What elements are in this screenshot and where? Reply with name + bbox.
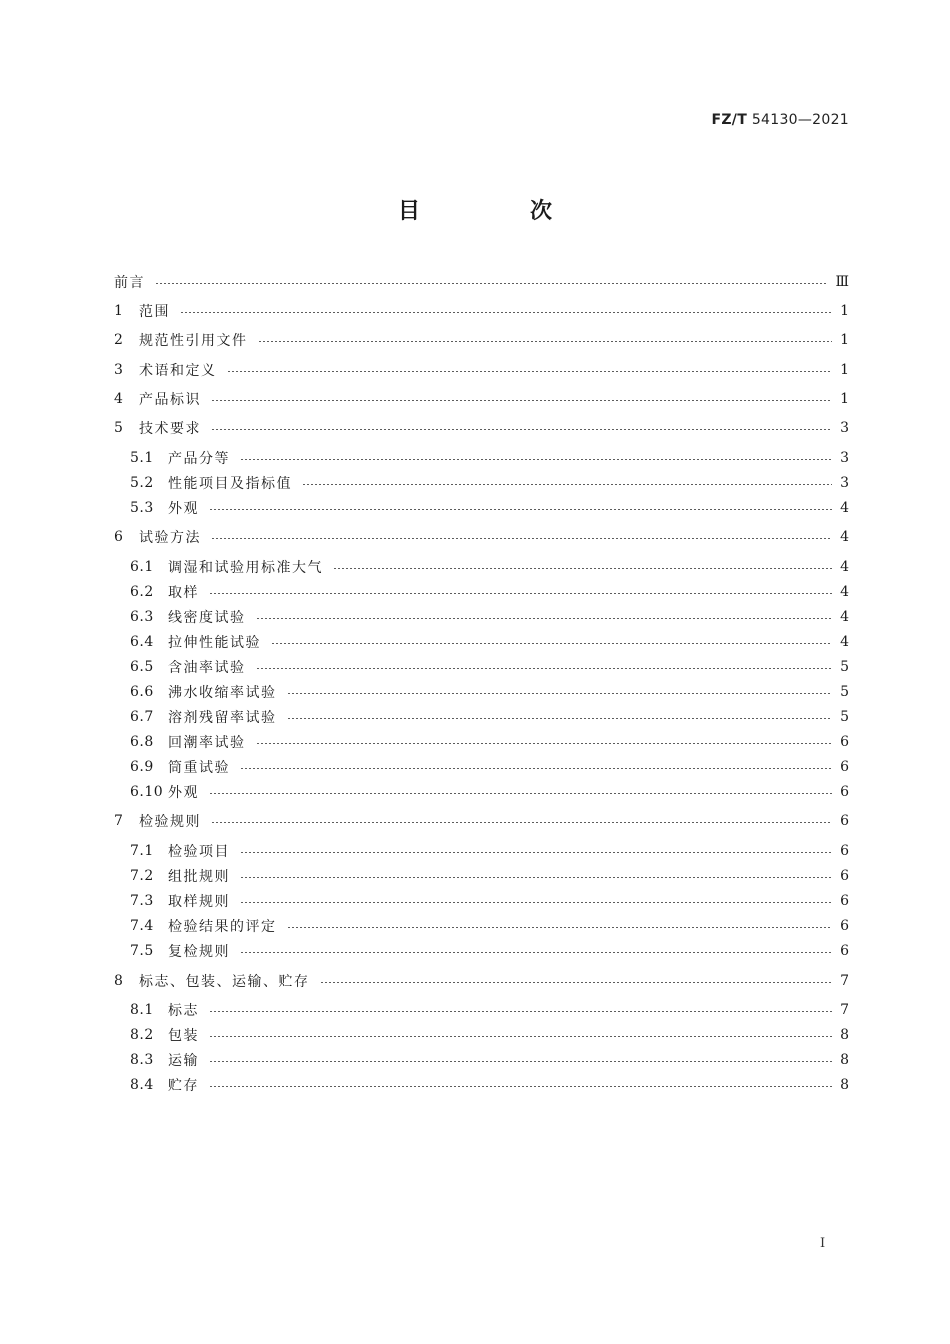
toc-entry-page: 1 — [840, 303, 849, 319]
toc-entry[interactable] — [114, 328, 849, 352]
toc-entry[interactable] — [114, 387, 849, 411]
toc-entry[interactable] — [114, 730, 849, 754]
toc-entry-number: 7.4 — [130, 918, 154, 934]
toc-entry-label: 组批规则 — [168, 869, 230, 885]
toc-entry-label: 溶剂残留率试验 — [168, 710, 277, 726]
dot-leader — [240, 877, 832, 878]
toc-entry[interactable] — [114, 889, 849, 913]
toc-entry-page: 3 — [840, 450, 849, 466]
toc-entry-label: 拉伸性能试验 — [168, 635, 261, 651]
toc-entry-number: 6.10 — [130, 784, 164, 800]
toc-entry-page: 3 — [840, 420, 849, 436]
standard-number: 54130—2021 — [751, 112, 849, 128]
dot-leader — [209, 1036, 832, 1037]
dot-leader — [320, 982, 833, 983]
toc-entry-page: 4 — [840, 500, 849, 516]
dot-leader — [240, 902, 832, 903]
toc-entry-number: 6.1 — [130, 559, 154, 575]
standard-code — [711, 112, 849, 128]
toc-entry[interactable] — [114, 914, 849, 938]
toc-entry-number: 2 — [114, 332, 124, 348]
dot-leader — [211, 822, 832, 823]
dot-leader — [287, 718, 833, 719]
toc-entry-number: 5.2 — [130, 475, 154, 491]
toc-entry-label: 标志 — [168, 1003, 199, 1019]
dot-leader — [240, 852, 832, 853]
dot-leader — [271, 643, 832, 644]
dot-leader — [211, 538, 832, 539]
toc-entry-number: 7.3 — [130, 893, 154, 909]
toc-entry-label: 外观 — [168, 501, 199, 517]
toc-entry[interactable] — [114, 755, 849, 779]
dot-leader — [227, 371, 833, 372]
toc-entry-label: 沸水收缩率试验 — [168, 685, 277, 701]
dot-leader — [209, 1011, 832, 1012]
toc-entry[interactable] — [114, 446, 849, 470]
dot-leader — [256, 668, 833, 669]
toc-entry[interactable] — [114, 680, 849, 704]
toc-entry-page: 6 — [840, 868, 849, 884]
toc-entry[interactable] — [114, 839, 849, 863]
toc-title: 目 次 — [397, 199, 596, 224]
toc-entry-number: 6.8 — [130, 734, 154, 750]
toc-entry-label: 外观 — [168, 785, 199, 801]
toc-entry-page: 6 — [840, 843, 849, 859]
toc-entry-label: 线密度试验 — [168, 610, 246, 626]
toc-entry-number: 8.4 — [130, 1077, 154, 1093]
toc-entry[interactable] — [114, 809, 849, 833]
toc-entry-number: 8.2 — [130, 1027, 154, 1043]
toc-entry-page: 8 — [840, 1077, 849, 1093]
toc-entry-number: 7 — [114, 813, 124, 829]
toc-entry-label: 范围 — [139, 304, 170, 320]
toc-entry-page: 6 — [840, 943, 849, 959]
toc-entry-label: 复检规则 — [168, 944, 230, 960]
toc-entry-number: 3 — [114, 362, 124, 378]
toc-entry-number: 6.4 — [130, 634, 154, 650]
toc-entry-label: 标志、包装、运输、贮存 — [139, 974, 310, 990]
dot-leader — [258, 341, 833, 342]
toc-entry[interactable] — [114, 270, 849, 294]
toc-entry-label: 规范性引用文件 — [139, 333, 248, 349]
toc-entry-number: 8 — [114, 973, 124, 989]
toc-entry-number: 5 — [114, 420, 124, 436]
toc-entry-page: 8 — [840, 1027, 849, 1043]
toc-entry[interactable] — [114, 471, 849, 495]
toc-entry-label: 取样规则 — [168, 894, 230, 910]
dot-leader — [155, 283, 827, 284]
toc-entry-page: 1 — [840, 332, 849, 348]
toc-entry-label: 前言 — [114, 275, 145, 291]
dot-leader — [256, 618, 833, 619]
toc-entry[interactable] — [114, 1073, 849, 1097]
toc-entry-number: 6.5 — [130, 659, 154, 675]
toc-entry-number: 6.3 — [130, 609, 154, 625]
dot-leader — [287, 927, 833, 928]
toc-entry-page: 4 — [840, 529, 849, 545]
toc-entry-label: 术语和定义 — [139, 363, 217, 379]
toc-entry-label: 性能项目及指标值 — [168, 476, 292, 492]
dot-leader — [211, 429, 832, 430]
toc-entry-page: 6 — [840, 918, 849, 934]
toc-entry-label: 贮存 — [168, 1078, 199, 1094]
dot-leader — [180, 312, 832, 313]
toc-entry-page: 6 — [840, 734, 849, 750]
dot-leader — [240, 952, 832, 953]
toc-entry[interactable] — [114, 998, 849, 1022]
toc-entry[interactable] — [114, 969, 849, 993]
toc-entry[interactable] — [114, 939, 849, 963]
toc-entry-page: 5 — [840, 709, 849, 725]
toc-entry-page: 6 — [840, 813, 849, 829]
toc-entry-label: 检验项目 — [168, 844, 230, 860]
toc-entry[interactable] — [114, 780, 849, 804]
toc-entry-label: 检验结果的评定 — [168, 919, 277, 935]
dot-leader — [209, 593, 832, 594]
toc-entry-number: 4 — [114, 391, 124, 407]
toc-entry-number: 5.3 — [130, 500, 154, 516]
toc-entry[interactable] — [114, 705, 849, 729]
toc-entry-label: 取样 — [168, 585, 199, 601]
toc-entry-page: 6 — [840, 759, 849, 775]
toc-entry[interactable] — [114, 496, 849, 520]
toc-entry-label: 包装 — [168, 1028, 199, 1044]
toc-entry[interactable] — [114, 555, 849, 579]
toc-entry-number: 6 — [114, 529, 124, 545]
toc-entry-page: 8 — [840, 1052, 849, 1068]
toc-entry[interactable] — [114, 605, 849, 629]
dot-leader — [240, 768, 832, 769]
toc-entry[interactable] — [114, 864, 849, 888]
toc-entry-number: 6.9 — [130, 759, 154, 775]
toc-entry-label: 筒重试验 — [168, 760, 230, 776]
toc-entry[interactable] — [114, 630, 849, 654]
toc-entry-page: 1 — [840, 362, 849, 378]
toc-entry-label: 产品标识 — [139, 392, 201, 408]
toc-entry-page: 5 — [840, 684, 849, 700]
toc-entry[interactable] — [114, 1048, 849, 1072]
toc-entry-label: 调湿和试验用标准大气 — [168, 560, 323, 576]
toc-entry-page: 3 — [840, 475, 849, 491]
toc-entry-number: 7.5 — [130, 943, 154, 959]
dot-leader — [209, 509, 832, 510]
toc-entry-label: 运输 — [168, 1053, 199, 1069]
toc-entry-number: 8.1 — [130, 1002, 154, 1018]
toc-entry-page: 1 — [840, 391, 849, 407]
toc-entry-number: 1 — [114, 303, 124, 319]
toc-entry[interactable] — [114, 525, 849, 549]
dot-leader — [287, 693, 833, 694]
toc-entry-label: 回潮率试验 — [168, 735, 246, 751]
toc-entry-page: 4 — [840, 584, 849, 600]
toc-entry[interactable] — [114, 358, 849, 382]
toc-entry-page: 6 — [840, 784, 849, 800]
toc-entry-label: 技术要求 — [139, 421, 201, 437]
toc-entry-number: 6.6 — [130, 684, 154, 700]
toc-entry-number: 6.2 — [130, 584, 154, 600]
toc-entry[interactable] — [114, 299, 849, 323]
toc-entry-page: 5 — [840, 659, 849, 675]
dot-leader — [240, 459, 832, 460]
toc-entry-label: 含油率试验 — [168, 660, 246, 676]
toc-entry-page: 7 — [840, 1002, 849, 1018]
toc-entry[interactable] — [114, 1023, 849, 1047]
toc-entry-page: 7 — [840, 973, 849, 989]
dot-leader — [302, 484, 832, 485]
toc-entry-label: 产品分等 — [168, 451, 230, 467]
toc-entry-number: 5.1 — [130, 450, 154, 466]
toc-entry-page: 4 — [840, 559, 849, 575]
toc-entry-number: 8.3 — [130, 1052, 154, 1068]
toc-entry-number: 6.7 — [130, 709, 154, 725]
toc-entry[interactable] — [114, 580, 849, 604]
toc-entry-label: 试验方法 — [139, 530, 201, 546]
toc-entry[interactable] — [114, 416, 849, 440]
toc-entry-number: 7.1 — [130, 843, 154, 859]
toc-entry-page: Ⅲ — [835, 274, 849, 290]
dot-leader — [333, 568, 832, 569]
toc-entry-label: 检验规则 — [139, 814, 201, 830]
toc-entry-page: 4 — [840, 609, 849, 625]
toc-entry-page: 6 — [840, 893, 849, 909]
toc-entry[interactable] — [114, 655, 849, 679]
dot-leader — [209, 1086, 832, 1087]
dot-leader — [209, 1061, 832, 1062]
dot-leader — [209, 793, 832, 794]
dot-leader — [211, 400, 832, 401]
standard-prefix: FZ/T — [711, 112, 748, 128]
toc-entry-page: 4 — [840, 634, 849, 650]
toc-entry-number: 7.2 — [130, 868, 154, 884]
page-number: I — [820, 1236, 826, 1251]
dot-leader — [256, 743, 833, 744]
